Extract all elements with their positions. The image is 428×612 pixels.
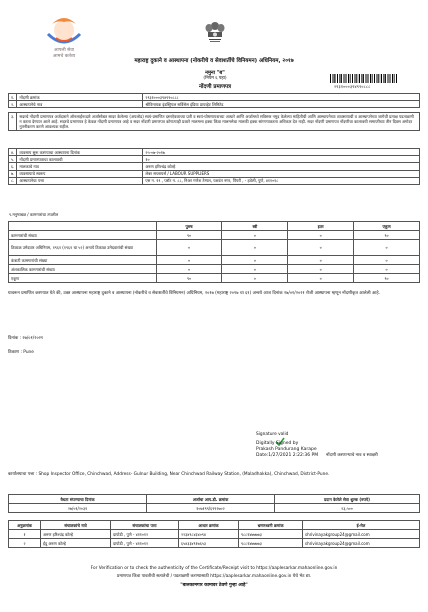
details-table-top xyxy=(8,93,420,108)
employer-row xyxy=(9,539,420,548)
mobile: ९८८१४७७७७३ xyxy=(239,530,303,539)
validity-period: १० xyxy=(143,156,420,163)
detail-row xyxy=(9,177,420,184)
director-name: ईदु अरुण कोल्हे xyxy=(41,539,111,548)
email-header: ई-मेल xyxy=(303,521,420,530)
declaration-text: यावरून प्रमाणित करण्यात येते की, उक्त आस्थापना महाराष्ट्र दुकाने व आस्थापना (नोकरीचे व सेवाशर्तीचे विनियमन) अधिनियम, २०१७ (महाराष्ट्र २०१७ चा ६१) अन्वये आज दिनांक २७/०१/२०२१ रोजी आस्थापना म्हणून नोंदणीकृत आलेली आहे. xyxy=(8,291,380,296)
detail-row xyxy=(9,101,420,108)
signature-block xyxy=(256,432,416,466)
establishment-address: एस न. १९ , प्लॉट न. ८८, निअर गणेश टेम्पल, यशवंत नगर, पिंपरी , - हवेली, पुणे, ४११०१८ xyxy=(143,177,420,184)
manpower-cell: ० xyxy=(222,274,288,283)
manpower-label: ठिकाळ उमेदवार अधिनियम, १९६१ (१९६१ चा ५२) अन्वये ठिकाळ उमेदवारांची संख्या xyxy=(9,240,157,256)
barcode-number: २९३१०००३९४९९०८८८ xyxy=(334,84,371,89)
mobile-header: भ्रमणध्वनी क्रमांक xyxy=(239,521,303,530)
manpower-cell: ० xyxy=(222,256,288,265)
manpower-row xyxy=(9,265,420,274)
row-number: ५. xyxy=(9,156,17,163)
detail-row xyxy=(9,149,420,156)
notice-paragraph xyxy=(8,112,420,131)
aadhaar: ६५४३३४९१७६५३ xyxy=(179,539,239,548)
manpower-cell: ० xyxy=(288,265,354,274)
business-nature: लेबर सप्लायर्स / LABOUR SUPPLIERS xyxy=(143,170,420,177)
signature-date: Date:1/27/2021 2:22:36 PM xyxy=(256,453,319,458)
manpower-cell: ० xyxy=(288,256,354,265)
manpower-label: कामगारांची संख्या xyxy=(9,231,157,240)
director-name-header: संचालकांचे नावे xyxy=(41,521,111,530)
barcode xyxy=(330,74,398,83)
owner-name: अरुण हरिश्चंद्र कोल्हे xyxy=(143,163,420,170)
registrar-label: नोंदणी करणाऱ्याचे नाव व स्वाक्षरी xyxy=(326,453,378,458)
detail-row xyxy=(9,156,420,163)
manpower-cell: ० xyxy=(156,265,222,274)
manpower-cell: ० xyxy=(354,256,420,265)
manpower-row xyxy=(9,256,420,265)
employer-table xyxy=(8,520,420,548)
row-label: व्यवसायाचे स्वरूप xyxy=(17,170,143,177)
fee-header: प्रदान केलेले सेवा शुल्क (रुपये) xyxy=(275,495,420,504)
manpower-title: ९.मनुष्यबळ / कामगारांचा तपशील xyxy=(9,212,59,217)
detail-row xyxy=(9,163,420,170)
director-address: दापोडी , पुणे - ४११०१२ xyxy=(111,539,179,548)
fee-amount: २३,५०० xyxy=(275,504,420,513)
manpower-label: अंशकालिक कामगारांची संख्या xyxy=(9,265,157,274)
manpower-cell: ० xyxy=(156,256,222,265)
col-male: पुरुष xyxy=(156,222,222,231)
rule-ref: (नियम ६ पहा) xyxy=(203,76,227,81)
office-address: कार्यालयाचा पत्ता : Shop Inspector Office, Chinchwad, Address- Gulnur Building, Near Chinchwad Railway Station, (Maladhakka), Chinchwad, District-Pune. xyxy=(8,472,330,477)
row-label: नोंदणी क्रमांक xyxy=(17,94,143,101)
manpower-cell: ० xyxy=(354,240,420,256)
serial-header: अनुक्रमांक xyxy=(9,521,41,530)
form-name: नमुना "ब" xyxy=(205,70,225,76)
verification-note-en: For Verification or to check the authenticity of the Certificate/Receipt visit to https://aaplesarkar.mahaonline.gov.in xyxy=(90,566,338,571)
logo-caption: आपली सेवा आमचे कर्तव्य xyxy=(52,48,76,59)
director-name: अरुण हरिश्चंद्र कोल्हे xyxy=(41,530,111,539)
row-number: ३. xyxy=(9,113,17,131)
row-number: ४. xyxy=(9,149,17,156)
start-date: २५-०७-२०१७ xyxy=(143,149,420,156)
manpower-cell: ० xyxy=(288,240,354,256)
aadhaar-header: आधार क्रमांक xyxy=(179,521,239,530)
details-table xyxy=(8,148,420,185)
director-address-header: संचालकांचा पत्ता xyxy=(111,521,179,530)
row-number: ६. xyxy=(9,163,17,170)
manpower-cell: ९० xyxy=(354,274,420,283)
child-labour-motto: "बालकामगार कामावर ठेवणे गुन्हा आहे" xyxy=(180,583,248,588)
email: shrivinayakgroup24@gmail.com xyxy=(303,539,420,548)
manpower-label: एकूण xyxy=(9,274,157,283)
issue-place: ठिकाण : Pune xyxy=(8,350,34,355)
verification-note-mr: प्रमाणपत्र किंवा पावतीची सत्यतेची / पडताळणी करण्यासाठी https://aaplesarkar.mahaonline.gov.in येथे भेट द्या. xyxy=(116,574,312,579)
manpower-header-row xyxy=(9,222,420,231)
issue-date: दिनांक : २७/०१/२०२१ xyxy=(8,336,44,341)
col-total: एकूण xyxy=(354,222,420,231)
col-female: स्त्री xyxy=(222,222,288,231)
row-number: १. xyxy=(9,94,17,101)
manpower-cell: ० xyxy=(288,231,354,240)
fee-value-row xyxy=(9,504,420,513)
manpower-cell: ९० xyxy=(354,231,420,240)
manpower-row xyxy=(9,231,420,240)
row-label: नोंदणी प्रमाणपत्राचा कालावधी xyxy=(17,156,143,163)
application-id-header: अर्जाचा आय.डी. क्रमांक xyxy=(147,495,275,504)
row-number: ८. xyxy=(9,177,17,184)
certificate-subtitle: नोंदणी प्रमाणपत्र xyxy=(198,84,232,90)
registration-number: २९३१०००३९४९९०८८८ xyxy=(143,94,420,101)
aadhaar: २२३४९८४३४०९४ xyxy=(179,530,239,539)
mobile: ९८८१४७७७७३ xyxy=(239,539,303,548)
expiry-date: २७/०१/२०३१ xyxy=(9,504,147,513)
expiry-date-header: वैधता संपण्याचा दिनांक xyxy=(9,495,147,504)
col-other: इतर xyxy=(288,222,354,231)
row-number: ७. xyxy=(9,170,17,177)
row-number: २. xyxy=(9,101,17,108)
row-label: आस्थापनेचा पत्ता xyxy=(17,177,143,184)
email: shrivinayakgroup24@gmail.com xyxy=(303,530,420,539)
manpower-cell: ९० xyxy=(156,231,222,240)
director-address: दापोडी , पुणे - ४११०१२ xyxy=(111,530,179,539)
signer-name: Prakash Pandurang Karape xyxy=(256,447,317,452)
manpower-cell: ० xyxy=(222,265,288,274)
manpower-cell: ९० xyxy=(156,274,222,283)
manpower-table xyxy=(8,221,420,283)
fee-header-row xyxy=(9,495,420,504)
row-label: मालकाचे नाव xyxy=(17,163,143,170)
manpower-label: कंत्राटी कामगारांची संख्या xyxy=(9,256,157,265)
employer-header-row xyxy=(9,521,420,530)
row-label: व्यवसाय सुरू करण्याचा आस्थापना दिनांक xyxy=(17,149,143,156)
act-title: महाराष्ट्र दुकाने व आस्थापना (नोकरीचे व सेवाशर्तीचे विनियमन) अधिनियम, २०१७ xyxy=(134,58,294,64)
signed-by-line: Digitally Signed by xyxy=(256,441,299,446)
state-emblem xyxy=(204,20,226,46)
detail-row xyxy=(9,94,420,101)
manpower-row xyxy=(9,274,420,283)
fee-table xyxy=(8,494,420,513)
manpower-cell: ० xyxy=(222,231,288,240)
manpower-cell: ० xyxy=(288,274,354,283)
row-label: आस्थापनेचे नाव xyxy=(17,101,143,108)
application-id: १०७१९९/६९९२७०२ xyxy=(147,504,275,513)
manpower-cell: ० xyxy=(222,240,288,256)
manpower-cell: ० xyxy=(354,265,420,274)
signature-valid: Signature valid xyxy=(256,432,289,437)
manpower-cell: ० xyxy=(156,240,222,256)
manpower-row xyxy=(9,240,420,256)
detail-row xyxy=(9,170,420,177)
establishment-name: श्रीविनायक इंडस्ट्रियल सर्विसेस इंडिया प्रायव्हेट लिमिटेड xyxy=(143,101,420,108)
employer-row xyxy=(9,530,420,539)
notice-text: सदरचे नोंदणी प्रमाणपत्र अर्जदाराने ऑनलाईनव्दारे अर्जासोबत सादर केलेल्या (अपलोड) स्वयं-प्रमाणित दस्तऐवजाच्या प्रती व स्वयं-घोषणापत्राच्या आधारे आणि अर्जामध्ये सविस्तर नमुद केलेल्या माहितीची आणि आस्थापनेच्या व्यवसायाची व आस्थापनेच्या जागेची प्रत्यक्ष पडताळणी न करता देण्यात आले आहे. सदरचे प्रमाणपत्र हे केवळ नोंदणी प्रमाणपत्र आहे व सदर नोंदणी प्रमाणपत्र कोणत्याही प्रकारे मालमत्ता हक्क किंवा मालमत्तेचा मालकी हक्क सांगण्याकरता अधिकार देत नाही. सदर नोंदणी प्रमाणपत्र नोंदणीचा कालावधी समाप्तीच्या तीन दिवस अगोदर नुतनीकरण करणे आवश्यक राहील. xyxy=(17,113,420,131)
serial: १ xyxy=(9,530,41,539)
serial: २ xyxy=(9,539,41,548)
